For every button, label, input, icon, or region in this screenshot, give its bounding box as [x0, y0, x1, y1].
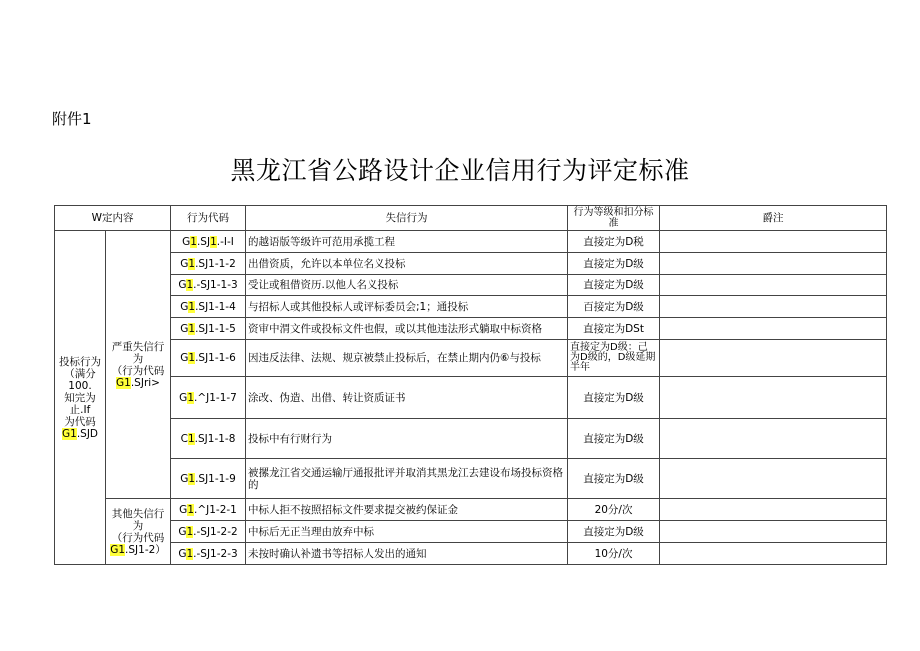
- code-middle: .SJ1-1-4: [195, 300, 236, 313]
- remark-cell: [660, 318, 887, 340]
- code-middle: .SJ1-1-9: [195, 472, 236, 485]
- behavior-code-cell: [171, 296, 246, 318]
- subcategory-serious-cell-code: [108, 377, 168, 389]
- subcategory-serious-cell-code-highlight: G1: [116, 376, 131, 389]
- attachment-label: 附件1: [52, 110, 92, 128]
- code-middle: .SJ1-1-8: [194, 432, 236, 445]
- header-behavior: 失信行为: [246, 206, 568, 231]
- table-row: [55, 275, 887, 296]
- table-row: [55, 459, 887, 499]
- behavior-cell: 出借资质，允许以本单位名义投标: [246, 253, 568, 275]
- table-row: [55, 419, 887, 459]
- level-cell: 直接定为D级: [568, 459, 660, 499]
- subcategory-serious-cell-line: 严重失信行为: [111, 340, 165, 365]
- behavior-code-cell: [171, 318, 246, 340]
- code-prefix: G: [179, 503, 188, 516]
- subcategory-serious-cell-line: （行为代码: [111, 364, 165, 377]
- code-highlight: 1: [188, 352, 196, 364]
- remark-cell: [660, 377, 887, 419]
- code-highlight: 1: [186, 525, 194, 538]
- remark-cell: [660, 459, 887, 499]
- behavior-code-cell: [171, 499, 246, 521]
- header-row: [55, 206, 887, 231]
- behavior-code-cell: [171, 521, 246, 543]
- code-prefix: G: [178, 279, 187, 291]
- behavior-cell: 涂改、伪造、出借、转让资质证书: [246, 377, 568, 419]
- behavior-code-cell: [171, 275, 246, 296]
- code-prefix: G: [180, 300, 189, 313]
- behavior-code-cell: [171, 459, 246, 499]
- level-cell: 直接定为D级: [568, 275, 660, 296]
- header-level: 行为等级和扣分标准: [568, 206, 660, 231]
- code-highlight: 1: [188, 257, 196, 270]
- remark-cell: [660, 340, 887, 377]
- category-main-cell-line: 为代码: [64, 415, 96, 428]
- behavior-cell: 受让或租借资历.以他人名义投标: [246, 275, 568, 296]
- code-prefix: G: [178, 525, 187, 538]
- remark-cell: [660, 296, 887, 318]
- code-highlight: 1: [188, 322, 196, 335]
- remark-cell: [660, 231, 887, 253]
- code-suffix: .-I-I: [216, 235, 234, 248]
- category-main-cell-code: [57, 428, 103, 440]
- remark-cell: [660, 419, 887, 459]
- behavior-cell: 被摞龙江省交通运输厅通报批评并取消其黑龙江去建设布场投标资格的: [246, 459, 568, 499]
- table-row: [55, 253, 887, 275]
- code-prefix: G: [180, 322, 189, 335]
- level-cell: 直接定为D税: [568, 231, 660, 253]
- code-highlight: 1: [187, 432, 195, 445]
- subcategory-other-cell-line: 其他失信行为: [111, 507, 165, 532]
- level-cell: 直接定为D级：己为D级的，D级延期半年: [568, 340, 660, 377]
- header-code: 行为代码: [171, 206, 246, 231]
- table-row: [55, 231, 887, 253]
- header-category: W定内容: [55, 206, 171, 231]
- behavior-cell: 中标后无正当理由放弃中标: [246, 521, 568, 543]
- level-cell: 直接定为D级: [568, 253, 660, 275]
- remark-cell: [660, 543, 887, 565]
- code-highlight: 1: [186, 547, 194, 560]
- table-row: [55, 318, 887, 340]
- code-highlight: 1: [187, 503, 194, 516]
- credit-standard-table: [54, 205, 887, 565]
- subcategory-serious-cell: [106, 231, 171, 499]
- remark-cell: [660, 499, 887, 521]
- behavior-cell: 的越语版等级许可范用承揽工程: [246, 231, 568, 253]
- subcategory-serious-cell-code-suffix: .SJri>: [130, 376, 160, 389]
- level-cell: 直接定为D级: [568, 419, 660, 459]
- subcategory-other-cell-line: （行为代码: [111, 531, 165, 544]
- level-cell: 10分/次: [568, 543, 660, 565]
- behavior-code-cell: [171, 377, 246, 419]
- subcategory-other-cell-code: [108, 544, 168, 556]
- code-middle: .SJ1-1-2: [195, 257, 236, 270]
- code-highlight: 1: [187, 391, 194, 404]
- category-main-cell-line: 知完为止.If: [64, 391, 96, 416]
- table-row: [55, 499, 887, 521]
- code-prefix: G: [179, 391, 188, 404]
- level-cell: 直接定为D级: [568, 521, 660, 543]
- code-prefix: G: [182, 235, 191, 248]
- behavior-cell: 投标中有行财行为: [246, 419, 568, 459]
- code-middle: .SJ1-1-5: [195, 322, 236, 335]
- code-middle: .SJ: [196, 235, 211, 248]
- subcategory-other-cell-code-suffix: .SJ1-2）: [125, 543, 166, 556]
- level-cell: 20分/次: [568, 499, 660, 521]
- code-middle: .-SJ1-1-3: [193, 279, 238, 291]
- code-middle: .-SJ1-2-2: [193, 525, 238, 538]
- code-middle: .SJ1-1-6: [195, 352, 236, 364]
- table-row: [55, 340, 887, 377]
- code-prefix: C: [180, 432, 188, 445]
- code-middle: .^J1-2-1: [194, 503, 237, 516]
- table-row: [55, 377, 887, 419]
- code-highlight: 1: [188, 300, 196, 313]
- remark-cell: [660, 521, 887, 543]
- behavior-cell: 中标人拒不按照招标文件要求提交被约保证金: [246, 499, 568, 521]
- category-main-cell-code-suffix: .SJD: [76, 427, 98, 440]
- table-row: [55, 296, 887, 318]
- code-highlight-2: 1: [210, 235, 217, 248]
- code-highlight: 1: [186, 279, 194, 291]
- behavior-code-cell: [171, 340, 246, 377]
- document-title: 黑龙江省公路设计企业信用行为评定标准: [230, 156, 690, 185]
- code-prefix: G: [180, 472, 189, 485]
- header-remark: 爵注: [660, 206, 887, 231]
- category-main-cell-code-highlight: G1: [61, 427, 77, 440]
- code-highlight: 1: [188, 472, 196, 485]
- subcategory-other-cell-code-highlight: G1: [110, 543, 126, 556]
- subcategory-other-cell: [106, 499, 171, 565]
- category-main-cell-line: 投标行为: [59, 355, 101, 368]
- behavior-code-cell: [171, 543, 246, 565]
- behavior-cell: 资审中渭文件或投标文件也假，或以其他违法形式躺取中标资格: [246, 318, 568, 340]
- behavior-code-cell: [171, 231, 246, 253]
- code-highlight: 1: [190, 235, 197, 248]
- code-middle: .-SJ1-2-3: [193, 547, 238, 560]
- behavior-cell: 与招标人或其他投标人或评标委员会;1；通投标: [246, 296, 568, 318]
- level-cell: 直接定为D级: [568, 377, 660, 419]
- level-cell: 直接定为DSt: [568, 318, 660, 340]
- code-prefix: G: [178, 547, 187, 560]
- table-row: [55, 521, 887, 543]
- code-middle: .^J1-1-7: [194, 391, 237, 404]
- code-prefix: G: [180, 352, 189, 364]
- code-prefix: G: [180, 257, 189, 270]
- level-cell: 百接定为D级: [568, 296, 660, 318]
- category-main-cell-line: （满分100.: [64, 367, 96, 392]
- behavior-cell: 未按时确认补遗书等招标人发出的通知: [246, 543, 568, 565]
- behavior-code-cell: [171, 253, 246, 275]
- remark-cell: [660, 253, 887, 275]
- behavior-code-cell: [171, 419, 246, 459]
- category-main-cell: [55, 231, 106, 565]
- table-row: [55, 543, 887, 565]
- remark-cell: [660, 275, 887, 296]
- behavior-cell: 因违反法律、法规、规京被禁止投标后，在禁止期内仍⑥与投标: [246, 340, 568, 377]
